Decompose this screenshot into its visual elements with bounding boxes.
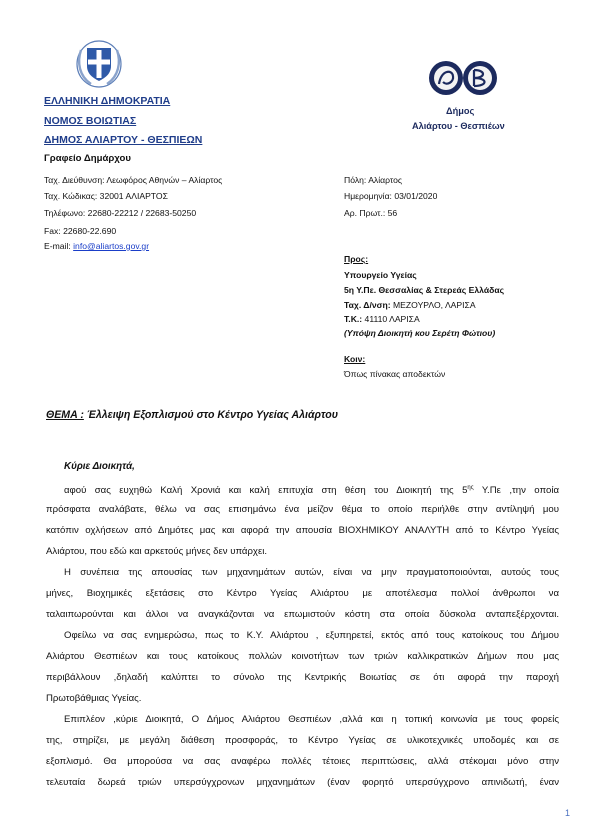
body-line: περιβάλλουν ,δηλαδή καλύπτει το σύνολο της Κεντρικής Βοιωτίας σε ότι αφορά την παροχή: [46, 672, 559, 683]
recipient-postal: [344, 314, 420, 324]
logo-caption-line2: Αλιάρτου - Θεσπιέων: [412, 121, 505, 131]
body-text: Υ.Πε ,την οποία: [473, 485, 559, 497]
subject-label: ΘΕΜΑ :: [46, 409, 84, 421]
to-label: Προς:: [344, 254, 369, 264]
municipality-logo-icon: [428, 56, 500, 100]
superscript: ης: [467, 485, 474, 491]
recipient-ype: 5η Υ.Πε. Θεσσαλίας & Στερεάς Ελλάδας: [344, 285, 505, 295]
subject-text: Έλλειψη Εξοπλισμού στο Κέντρο Υγείας Αλιάρτου: [83, 409, 339, 421]
recipient-address-value: ΜΕΖΟΥΡΛΟ, ΛΑΡΙΣΑ: [390, 300, 476, 310]
body-line: μήνες, Βιοχημικές εξετάσεις στο Κέντρο Υγείας Αλιάρτου με αποτέλεσμα πολλοί άνθρωποι να: [46, 588, 559, 599]
greek-coat-of-arms-icon: [75, 38, 123, 88]
office-heading: Γραφείο Δημάρχου: [44, 153, 131, 164]
body-line: εξοπλισμό. Θα μπορούσα να σας αναφέρω πολλές τέτοιες περιπτώσεις, αλλά στέκομαι μόνο στην: [46, 756, 559, 767]
salutation: Κύριε Διοικητά,: [64, 461, 135, 472]
body-line: Πρωτοβάθμιας Υγείας.: [46, 693, 142, 704]
page-number: 1: [565, 808, 571, 818]
recipient-postal-value: 41110 ΛΑΡΙΣΑ: [362, 314, 420, 324]
body-line: Επιπλέον ,κύριε Διοικητά, Ο Δήμος Αλιάρτου Θεσπιέων ,αλλά και η τοπική κοινωνία με τους φορείς: [64, 714, 559, 725]
email-label: E-mail:: [44, 241, 74, 251]
body-line: τελευταία δωρεά τριών υπερσύγχρονων μηχανημάτων (έναν φορητό υπερσύγχρονο απινιδωτή, έναν: [46, 777, 559, 788]
body-line: ταλαιπωρούνται και άλλοι να αναγκάζονται να επωμιστούν κόστη στα οποία δύσκολα ανταπεξέρχονται.: [46, 609, 559, 620]
date-line: Ημερομηνία: 03/01/2020: [344, 191, 438, 201]
body-line: Οφείλω να σας ενημερώσω, πως το Κ.Υ. Αλιάρτου , εξυπηρετεί, εκτός από τους κατοίκους του Δήμου: [64, 630, 559, 641]
body-line: Αλιάρτου, που εδώ και αρκετούς μήνες δεν υπάρχει.: [46, 546, 268, 557]
body-line: [46, 478, 559, 499]
municipality-heading: ΔΗΜΟΣ ΑΛΙΑΡΤΟΥ - ΘΕΣΠΙΕΩΝ: [44, 134, 203, 146]
logo-caption-line1: Δήμος: [446, 106, 475, 116]
cc-label: Κοιν:: [344, 354, 366, 364]
recipient-address: [344, 300, 476, 310]
prefecture-heading: ΝΟΜΟΣ ΒΟΙΩΤΙΑΣ: [44, 115, 137, 127]
body-line: Αλιάρτου Θεσπιέων και τους κατοίκους πολλών κοινοτήτων των τριών καλλικρατικών Δήμων που μας: [46, 651, 559, 662]
body-line: της, στηρίζει, με μεγάλη διάθεση προσφοράς, το Κέντρο Υγείας σε υλικοτεχνικές υποδομές και σε: [46, 735, 559, 746]
email-link[interactable]: info@aliartos.gov.gr: [73, 241, 150, 251]
city-line: Πόλη: Αλίαρτος: [344, 175, 403, 185]
body-line: κατόπιν οχλήσεων από Δημότες μας και αφορά την απουσία ΒΙΟΧΗΜΙΚΟΥ ΑΝΑΛΥΤΗ από το Κέντρο Υγείας: [46, 525, 559, 536]
recipient-ministry: Υπουργείο Υγείας: [344, 270, 417, 280]
cc-value: Όπως πίνακας αποδεκτών: [344, 369, 446, 379]
fax-line: Fax: 22680-22.690: [44, 226, 117, 236]
body-text: αφού σας ευχηθώ Καλή Χρονιά και καλή επιτυχία στη θέση του Διοικητή της 5: [64, 485, 468, 497]
body-line: Η συνέπεια της απουσίας των μηχανημάτων αυτών, είναι να μην πραγματοποιούνται, αυτούς τους: [64, 567, 559, 578]
protocol-number-line: Αρ. Πρωτ.: 56: [344, 208, 398, 218]
email-line: [44, 241, 149, 251]
recipient-postal-label: Τ.Κ.:: [344, 314, 363, 324]
recipient-address-label: Ταχ. Δ/νση:: [344, 300, 391, 310]
phone-line: Τηλέφωνο: 22680-22212 / 22683-50250: [44, 208, 197, 218]
body-line: πρόσφατα αναλάβατε, θέλω να σας επισημάνω ένα μείζον θέμα το οποίο περιήλθε στην αντίληψή μου: [46, 504, 559, 515]
letter-body: [46, 478, 559, 793]
recipient-attention: (Υπόψη Διοικητή κου Σερέτη Φώτιου): [344, 328, 496, 338]
republic-heading: ΕΛΛΗΝΙΚΗ ΔΗΜΟΚΡΑΤΙΑ: [44, 95, 171, 107]
subject-line: [46, 409, 338, 421]
postal-code-line: Ταχ. Κώδικας: 32001 ΑΛΙΑΡΤΟΣ: [44, 191, 168, 201]
address-line: Ταχ. Διεύθυνση: Λεωφόρος Αθηνών – Αλίαρτος: [44, 175, 223, 185]
